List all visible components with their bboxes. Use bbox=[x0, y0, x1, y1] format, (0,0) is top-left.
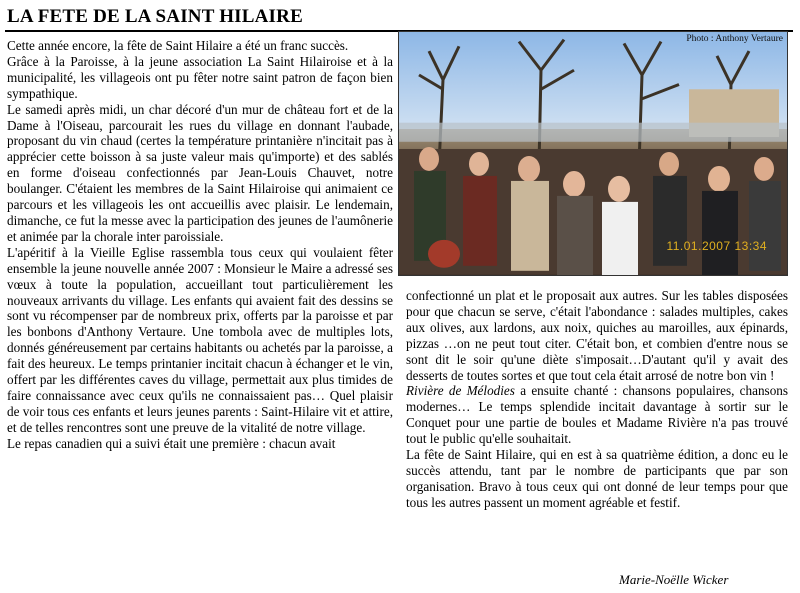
photo-timestamp: 11.01.2007 13:34 bbox=[666, 239, 767, 253]
paragraph: La fête de Saint Hilaire, qui en est à sa quatrième édition, a donc eu le succès attendu, tant par le nombre de participants que par son organisation. Bravo à tous ceux qui ont donné de leur temps pour que tous les autres passent un moment agréable et festif. bbox=[406, 447, 788, 510]
article-title: LA FETE DE LA SAINT HILAIRE bbox=[7, 6, 303, 27]
paragraph: Cette année encore, la fête de Saint Hilaire a été un franc succès. bbox=[7, 38, 349, 53]
photo-credit: Photo : Anthony Vertaure bbox=[686, 34, 783, 44]
paragraph bbox=[406, 383, 788, 447]
photo-crowd bbox=[399, 129, 787, 275]
paragraph: Grâce à la Paroisse, à la jeune association La Saint Hilairoise et à la municipalité, les villageois ont pu fêter notre saint patron de façon bien sympathique. bbox=[7, 53, 393, 101]
paragraph-text: a ensuite chanté : chansons populaires, chansons modernes… Le temps splendide incitait davantage à sortir sur le Conquet pour une partie de boules et Madame Rivière n'a pas trouvé tout le public qu'elle souhaitait. bbox=[406, 383, 789, 447]
band-name: Rivière de Mélodies bbox=[406, 383, 515, 399]
paragraph: L'apéritif à la Vieille Eglise rassembla tous ceux qui voulaient fêter ensemble la jeune nouvelle année 2007 : Monsieur le Maire a adressé ses vœux à toute la population, accueillant tout particulièrement les nouveaux arrivants du village. Les enfants qui avaient fait des dessins se sont vu récompenser par de nombreux prix, offerts par la paroisse et par les bonbons d'Anthony Vertaure. Une tombola avec de multiples lots, donnés généreusement par certains habitants ou achetés par la paroisse, a fait des heureux. Le temps printanier incitait chacun à échanger et le vin, offert par les différentes caves du village, permettait aux plus timides de faire connaissance avec ceux qu'ils ne connaissaient pas… Quel plaisir de voir tous ces enfants et leurs jeunes parents : Saint-Hilaire vit et attire, et de telles rencontres sont une preuve de la vitalité de notre village. bbox=[7, 244, 393, 435]
paragraph: Le repas canadien qui a suivi était une première : chacun avait bbox=[7, 435, 336, 451]
paragraph: confectionné un plat et le proposait aux autres. Sur les tables disposées pour que chacun se serve, c'était l'abondance : salades multiples, cakes aux olives, aux lardons, aux noix, quiches au maroilles, aux épinards, pizzas …on ne peut tout citer. C'était bon, et combien d'entre nous se sont dit le soir qu'une diète s'imposait…D'autant qu'il y avait des desserts de toutes sortes et que tout cela était arrosé de notre bon vin ! bbox=[406, 288, 788, 383]
paragraph: Le samedi après midi, un char décoré d'un mur de château fort et de la Dame à l'Oiseau, parcourait les rues du village en donnant l'aubade, proposant du vin chaud (certes la température printanière n'incitait pas à apprécier cette boisson à sa juste valeur mais qu'importe) et des sablés en forme d'oiseau confectionnés par Jean-Louis Chauvet, notre boulanger. C'étaient les membres de la Saint Hilairoise qui animaient ce parcours et les villageois les ont accueillis avec plaisir. Le lendemain, dimanche, ce fut la messe avec la participation des jeunes de l'aumônerie et animée par la chorale inter paroissiale. bbox=[7, 101, 393, 244]
author-signature: Marie-Noëlle Wicker bbox=[619, 572, 729, 587]
festival-crowd-photo bbox=[398, 31, 788, 276]
right-column bbox=[406, 288, 788, 511]
left-column bbox=[7, 38, 393, 452]
